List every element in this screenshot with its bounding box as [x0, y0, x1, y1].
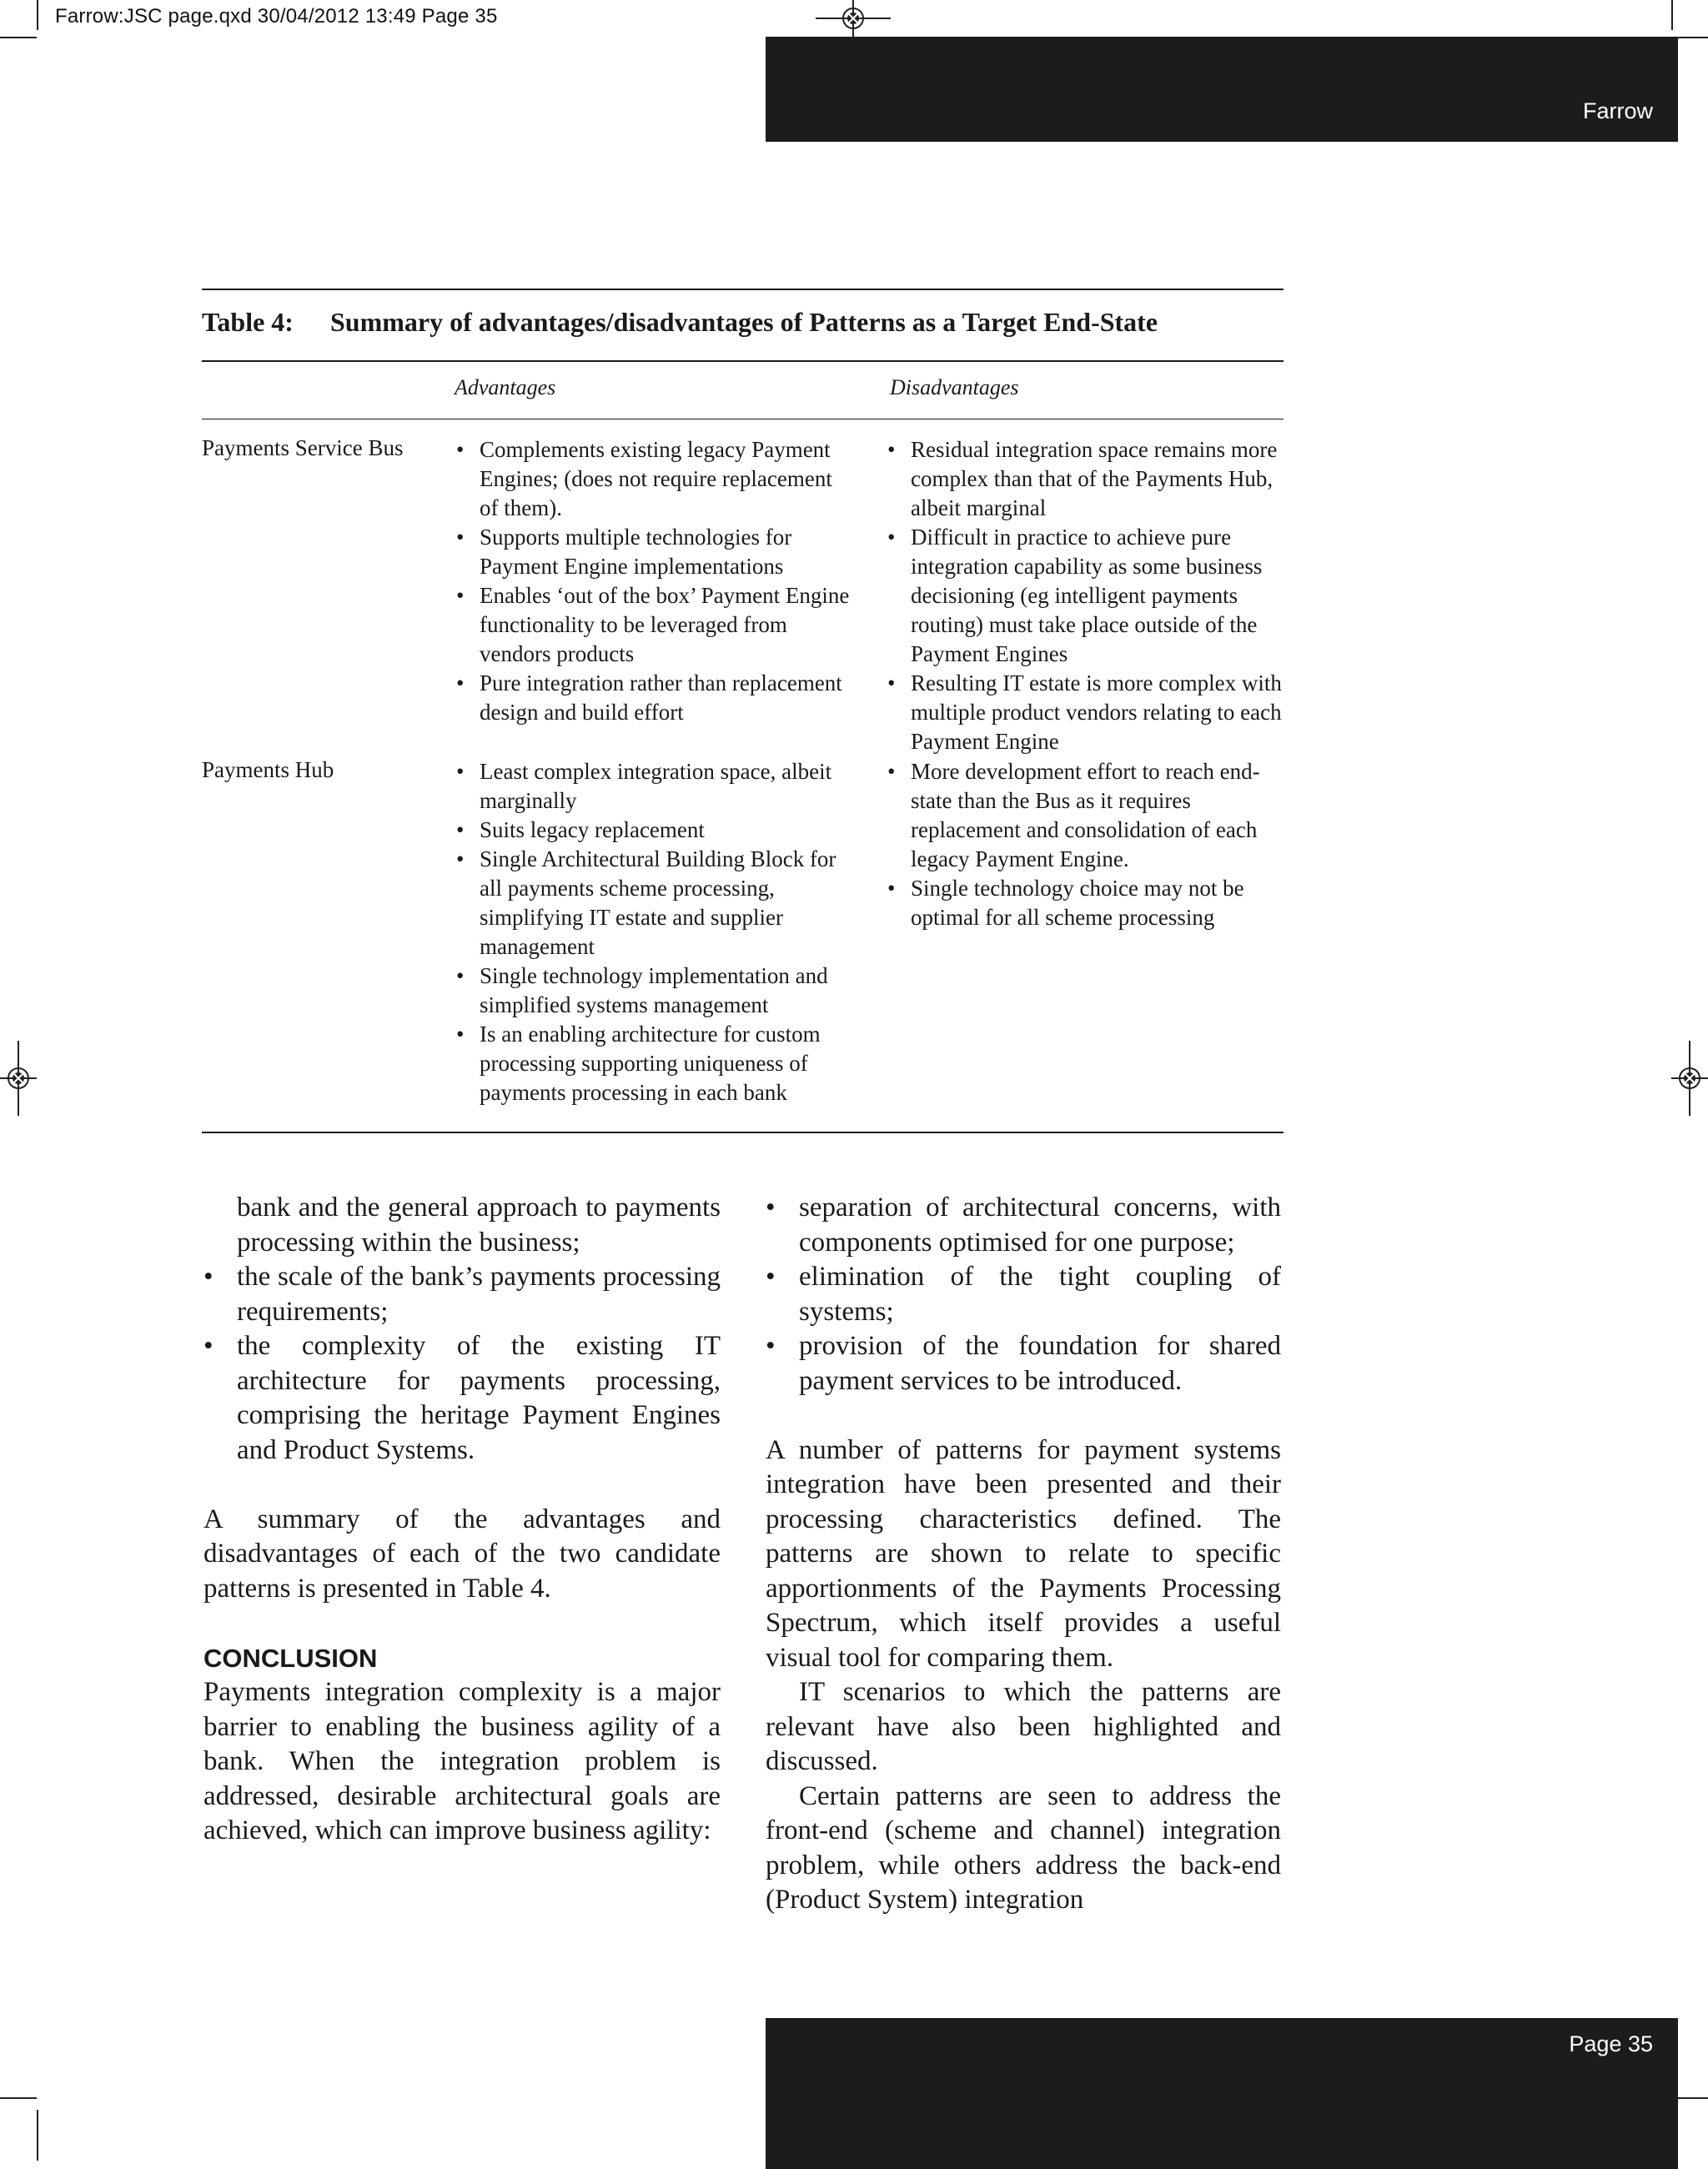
crop-mark: [37, 2110, 38, 2161]
list-item: • More development effort to reach end-state than the Bus as it requires replacement and consolidation of each legacy Payment Engine.: [886, 757, 1284, 874]
print-slug: Farrow:JSC page.qxd 30/04/2012 13:49 Page 35: [55, 5, 498, 28]
disadvantages-cell: [886, 757, 1284, 932]
crop-mark: [0, 2097, 37, 2099]
list-item: • Least complex integration space, albeit marginally: [455, 757, 855, 816]
column-header-disadvantages: Disadvantages: [890, 375, 1019, 399]
running-head: Farrow: [1582, 98, 1653, 123]
list-item: • Single technology choice may not be optimal for all scheme processing: [886, 874, 1284, 932]
table-caption: [202, 307, 1158, 338]
list-item: • provision of the foundation for shared payment services to be introduced.: [766, 1329, 1281, 1398]
table-top-rule: [202, 289, 1284, 290]
row-label-payments-service-bus: Payments Service Bus: [202, 435, 404, 460]
registration-mark-icon: [0, 1041, 37, 1116]
summary-paragraph: A summary of the advantages and disadvantages of each of the two candidate patterns is presented in Table 4.: [203, 1504, 721, 1604]
list-item: • Pure integration rather than replacement design and build effort: [455, 669, 855, 727]
continued-list-item: bank and the general approach to payments processing within the business;: [237, 1192, 721, 1258]
list-item: • Single Architectural Building Block for all payments scheme processing, simplifying IT estate and supplier management: [455, 845, 855, 961]
list-item: • Is an enabling architecture for custom processing supporting uniqueness of payments processing in each bank: [455, 1020, 855, 1107]
crop-mark: [0, 37, 37, 38]
column-header-advantages: Advantages: [455, 375, 556, 399]
registration-mark-icon: [816, 0, 891, 37]
crop-mark: [1671, 0, 1673, 30]
registration-mark-icon: [1671, 1041, 1708, 1116]
list-item: • Enables ‘out of the box’ Payment Engine functionality to be leveraged from vendors products: [455, 581, 855, 669]
list-item: • Residual integration space remains more complex than that of the Payments Hub, albeit marginal: [886, 435, 1284, 523]
table-number: Table 4:: [202, 307, 294, 337]
list-item: • the scale of the bank’s payments processing requirements;: [203, 1260, 721, 1329]
crop-mark: [37, 0, 38, 30]
footer-bar: [766, 2018, 1678, 2169]
list-item: • Resulting IT estate is more complex with multiple product vendors relating to each Payment Engine: [886, 669, 1284, 756]
list-item: • separation of architectural concerns, with components optimised for one purpose;: [766, 1191, 1281, 1260]
body-paragraph: IT scenarios to which the patterns are relevant have also been highlighted and discussed.: [766, 1677, 1281, 1776]
left-text-column: [203, 1191, 721, 1849]
table-bottom-rule: [202, 1132, 1284, 1133]
list-item: • the complexity of the existing IT architecture for payments processing, comprising the heritage Payment Engines and Product Systems.: [203, 1329, 721, 1468]
body-paragraph: A number of patterns for payment systems integration have been presented and their processing characteristics defined. The patterns are shown to relate to specific apportionments of the Payments Processing Spectrum, which itself provides a useful visual tool for comparing them.: [766, 1434, 1281, 1673]
disadvantages-cell: [886, 435, 1284, 756]
advantages-cell: [455, 757, 855, 1107]
page-number: Page 35: [1569, 2031, 1653, 2056]
list-item: • elimination of the tight coupling of systems;: [766, 1260, 1281, 1329]
list-item: • Complements existing legacy Payment Engines; (does not require replacement of them).: [455, 435, 855, 523]
list-item: • Single technology implementation and simplified systems management: [455, 961, 855, 1020]
list-item: • Difficult in practice to achieve pure integration capability as some business decisioning (eg intelligent payments routing) must take place outside of the Payment Engines: [886, 523, 1284, 669]
list-item: • Supports multiple technologies for Payment Engine implementations: [455, 523, 855, 581]
table-title: Summary of advantages/disadvantages of Patterns as a Target End-State: [330, 307, 1158, 337]
header-bar: [766, 37, 1678, 142]
table-header-rule: [202, 360, 1284, 362]
body-paragraph: Certain patterns are seen to address the front-end (scheme and channel) integration problem, while others address the back-end (Product System) integration: [766, 1780, 1281, 1915]
row-label-payments-hub: Payments Hub: [202, 757, 334, 782]
section-heading: CONCLUSION: [203, 1643, 378, 1673]
right-text-column: [766, 1191, 1281, 1918]
conclusion-paragraph: Payments integration complexity is a major barrier to enabling the business agility of a bank. When the integration problem is addressed, desirable architectural goals are achieved, which can improve business agility:: [203, 1677, 721, 1845]
advantages-cell: [455, 435, 855, 727]
list-item: • Suits legacy replacement: [455, 816, 855, 845]
